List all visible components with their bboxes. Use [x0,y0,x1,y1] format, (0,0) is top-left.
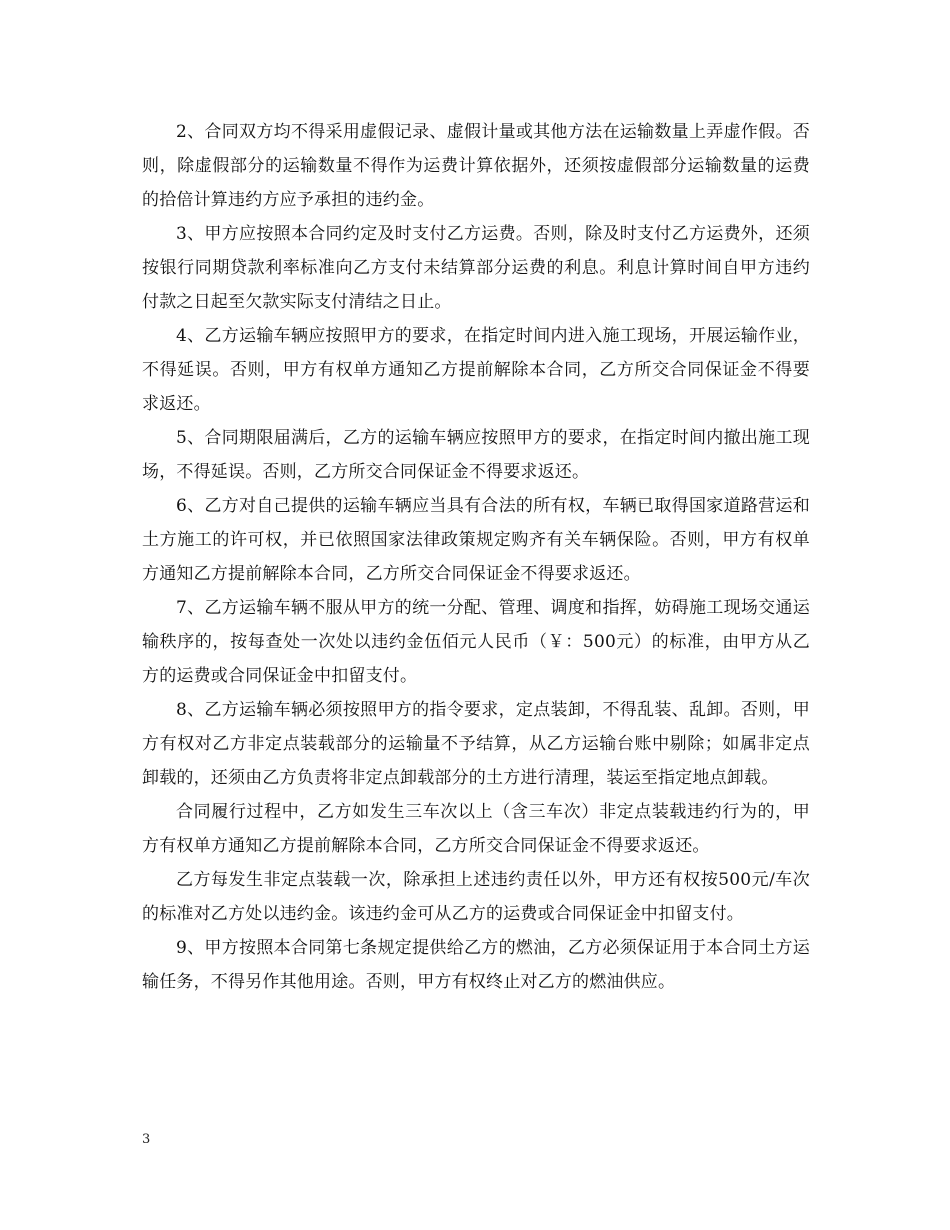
paragraph-clause-3: 3、甲方应按照本合同约定及时支付乙方运费。否则，除及时支付乙方运费外，还须按银行同期贷款利率标准向乙方支付未结算部分运费的利息。利息计算时间自甲方违约付款之日起至欠款实际支付清结之日止。 [142,224,810,312]
paragraph-clause-8: 8、乙方运输车辆必须按照甲方的指令要求，定点装卸，不得乱装、乱卸。否则，甲方有权对乙方非定点装载部分的运输量不予结算，从乙方运输台账中剔除；如属非定点卸载的，还须由乙方负责将非定点卸载部分的土方进行清理，装运至指定地点卸载。 [142,700,810,788]
paragraph-clause-7: 7、乙方运输车辆不服从甲方的统一分配、管理、调度和指挥，妨碍施工现场交通运输秩序的，按每查处一次处以违约金伍佰元人民币（￥：500元）的标准，由甲方从乙方的运费或合同保证金中扣留支付。 [142,598,810,686]
document-body [142,115,810,999]
paragraph-clause-8-sub-2: 乙方每发生非定点装载一次，除承担上述违约责任以外，甲方还有权按500元/车次的标准对乙方处以违约金。该违约金可从乙方的运费或合同保证金中扣留支付。 [142,870,810,924]
paragraph-clause-2: 2、合同双方均不得采用虚假记录、虚假计量或其他方法在运输数量上弄虚作假。否则，除虚假部分的运输数量不得作为运费计算依据外，还须按虚假部分运输数量的运费的拾倍计算违约方应予承担的违约金。 [142,122,810,210]
paragraph-clause-5: 5、合同期限届满后，乙方的运输车辆应按照甲方的要求，在指定时间内撤出施工现场，不得延误。否则，乙方所交合同保证金不得要求返还。 [142,428,810,482]
paragraph-clause-4: 4、乙方运输车辆应按照甲方的要求，在指定时间内进入施工现场，开展运输作业，不得延误。否则，甲方有权单方通知乙方提前解除本合同，乙方所交合同保证金不得要求返还。 [142,326,810,414]
page-number: 3 [142,1132,151,1147]
paragraph-clause-8-sub-1: 合同履行过程中，乙方如发生三车次以上（含三车次）非定点装载违约行为的，甲方有权单方通知乙方提前解除本合同，乙方所交合同保证金不得要求返还。 [142,802,810,856]
paragraph-clause-9: 9、甲方按照本合同第七条规定提供给乙方的燃油，乙方必须保证用于本合同土方运输任务，不得另作其他用途。否则，甲方有权终止对乙方的燃油供应。 [142,938,810,992]
paragraph-clause-6: 6、乙方对自己提供的运输车辆应当具有合法的所有权，车辆已取得国家道路营运和土方施工的许可权，并已依照国家法律政策规定购齐有关车辆保险。否则，甲方有权单方通知乙方提前解除本合同，乙方所交合同保证金不得要求返还。 [142,496,810,584]
